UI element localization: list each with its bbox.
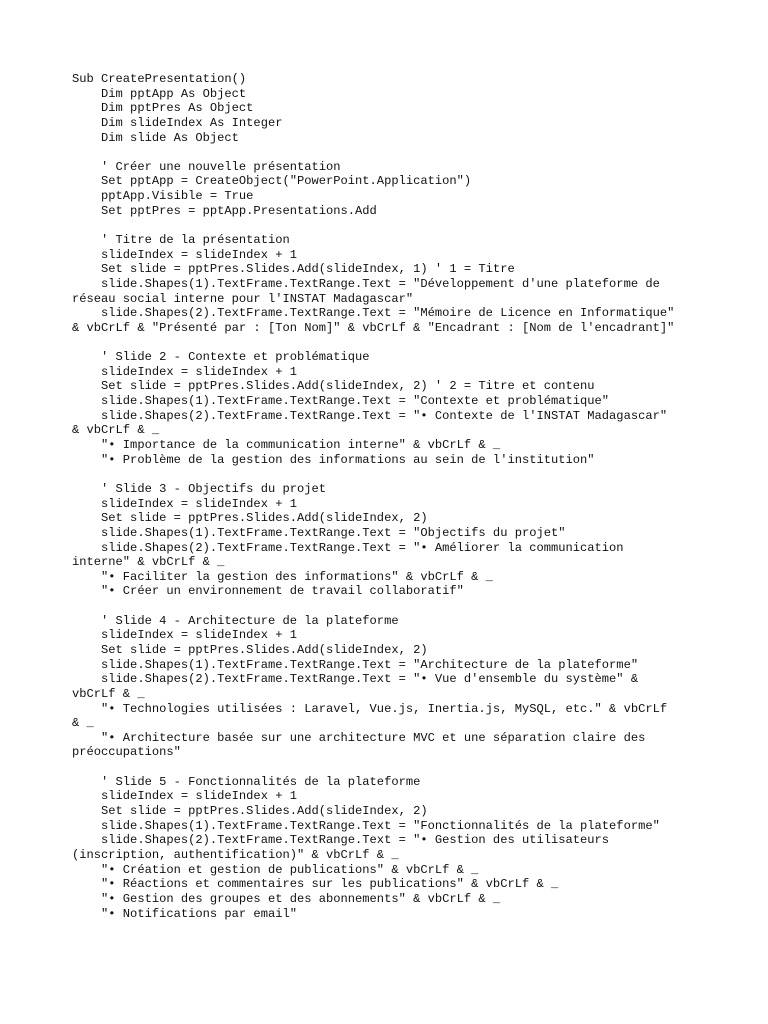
code-line: "• Créer un environnement de travail collaboratif" (72, 584, 464, 599)
code-line: interne" & vbCrLf & _ (72, 555, 225, 570)
code-line: vbCrLf & _ (72, 686, 145, 701)
code-line: slideIndex = slideIndex + 1 (72, 247, 297, 262)
code-line: Dim slideIndex As Integer (72, 115, 283, 130)
code-line: Dim slide As Object (72, 130, 239, 145)
code-line: réseau social interne pour l'INSTAT Madagascar" (72, 291, 414, 306)
code-line: slide.Shapes(1).TextFrame.TextRange.Text = "Développement d'une plateforme de (72, 276, 660, 291)
code-line: Set slide = pptPres.Slides.Add(slideIndex, 2) (72, 511, 428, 526)
code-line: slideIndex = slideIndex + 1 (72, 628, 297, 643)
code-line: pptApp.Visible = True (72, 189, 254, 204)
blank-line (72, 760, 712, 775)
code-line: slide.Shapes(1).TextFrame.TextRange.Text = "Objectifs du projet" (72, 525, 566, 540)
code-line: Set pptPres = pptApp.Presentations.Add (72, 203, 377, 218)
code-line: & vbCrLf & "Présenté par : [Ton Nom]" & vbCrLf & "Encadrant : [Nom de l'encadrant]" (72, 320, 675, 335)
code-line: ' Slide 2 - Contexte et problématique (72, 350, 370, 365)
code-line: Dim pptPres As Object (72, 101, 254, 116)
blank-line (72, 599, 712, 614)
code-line: Set slide = pptPres.Slides.Add(slideIndex, 2) ' 2 = Titre et contenu (72, 379, 595, 394)
code-line: "• Gestion des groupes et des abonnements" & vbCrLf & _ (72, 891, 501, 906)
code-line: slideIndex = slideIndex + 1 (72, 496, 297, 511)
code-line: slide.Shapes(1).TextFrame.TextRange.Text = "Architecture de la plateforme" (72, 657, 639, 672)
code-line: "• Création et gestion de publications" & vbCrLf & _ (72, 862, 479, 877)
code-line: Dim pptApp As Object (72, 86, 247, 101)
code-line: slide.Shapes(2).TextFrame.TextRange.Text = "• Vue d'ensemble du système" & (72, 672, 639, 687)
code-line: Set slide = pptPres.Slides.Add(slideIndex, 2) (72, 804, 428, 819)
blank-line (72, 467, 712, 482)
code-line: ' Titre de la présentation (72, 233, 290, 248)
code-line: "• Architecture basée sur une architecture MVC et une séparation claire des (72, 730, 646, 745)
code-line: slideIndex = slideIndex + 1 (72, 789, 297, 804)
code-line: ' Slide 5 - Fonctionnalités de la plateforme (72, 774, 421, 789)
code-line: "• Faciliter la gestion des informations" & vbCrLf & _ (72, 569, 493, 584)
code-line: "• Technologies utilisées : Laravel, Vue.js, Inertia.js, MySQL, etc." & vbCrLf (72, 701, 668, 716)
code-line: & vbCrLf & _ (72, 423, 160, 438)
code-line: slide.Shapes(2).TextFrame.TextRange.Text = "• Gestion des utilisateurs (72, 833, 610, 848)
code-line: "• Problème de la gestion des informations au sein de l'institution" (72, 452, 595, 467)
code-line: slide.Shapes(2).TextFrame.TextRange.Text = "• Améliorer la communication (72, 540, 624, 555)
blank-line (72, 218, 712, 233)
code-line: slide.Shapes(2).TextFrame.TextRange.Text = "• Contexte de l'INSTAT Madagascar" (72, 408, 668, 423)
code-line: Set slide = pptPres.Slides.Add(slideIndex, 2) (72, 642, 428, 657)
code-line: ' Créer une nouvelle présentation (72, 159, 341, 174)
blank-line (72, 145, 712, 160)
document-page (72, 72, 712, 921)
code-line: slide.Shapes(1).TextFrame.TextRange.Text = "Fonctionnalités de la plateforme" (72, 818, 660, 833)
code-line: "• Réactions et commentaires sur les publications" & vbCrLf & _ (72, 877, 559, 892)
code-line: "• Importance de la communication interne" & vbCrLf & _ (72, 438, 501, 453)
code-line: ' Slide 3 - Objectifs du projet (72, 481, 327, 496)
vba-code-block (72, 72, 712, 921)
code-line: slide.Shapes(1).TextFrame.TextRange.Text = "Contexte et problématique" (72, 394, 610, 409)
code-line: Sub CreatePresentation() (72, 72, 247, 86)
code-line: (inscription, authentification)" & vbCrLf & _ (72, 847, 399, 862)
code-line: slideIndex = slideIndex + 1 (72, 364, 297, 379)
code-line: ' Slide 4 - Architecture de la plateforme (72, 613, 399, 628)
code-line: "• Notifications par email" (72, 906, 297, 921)
code-line: Set pptApp = CreateObject("PowerPoint.Application") (72, 174, 472, 189)
code-line: préoccupations" (72, 745, 181, 760)
code-line: slide.Shapes(2).TextFrame.TextRange.Text = "Mémoire de Licence en Informatique" (72, 306, 675, 321)
blank-line (72, 336, 712, 351)
code-line: Set slide = pptPres.Slides.Add(slideIndex, 1) ' 1 = Titre (72, 262, 515, 277)
code-line: & _ (72, 716, 94, 731)
